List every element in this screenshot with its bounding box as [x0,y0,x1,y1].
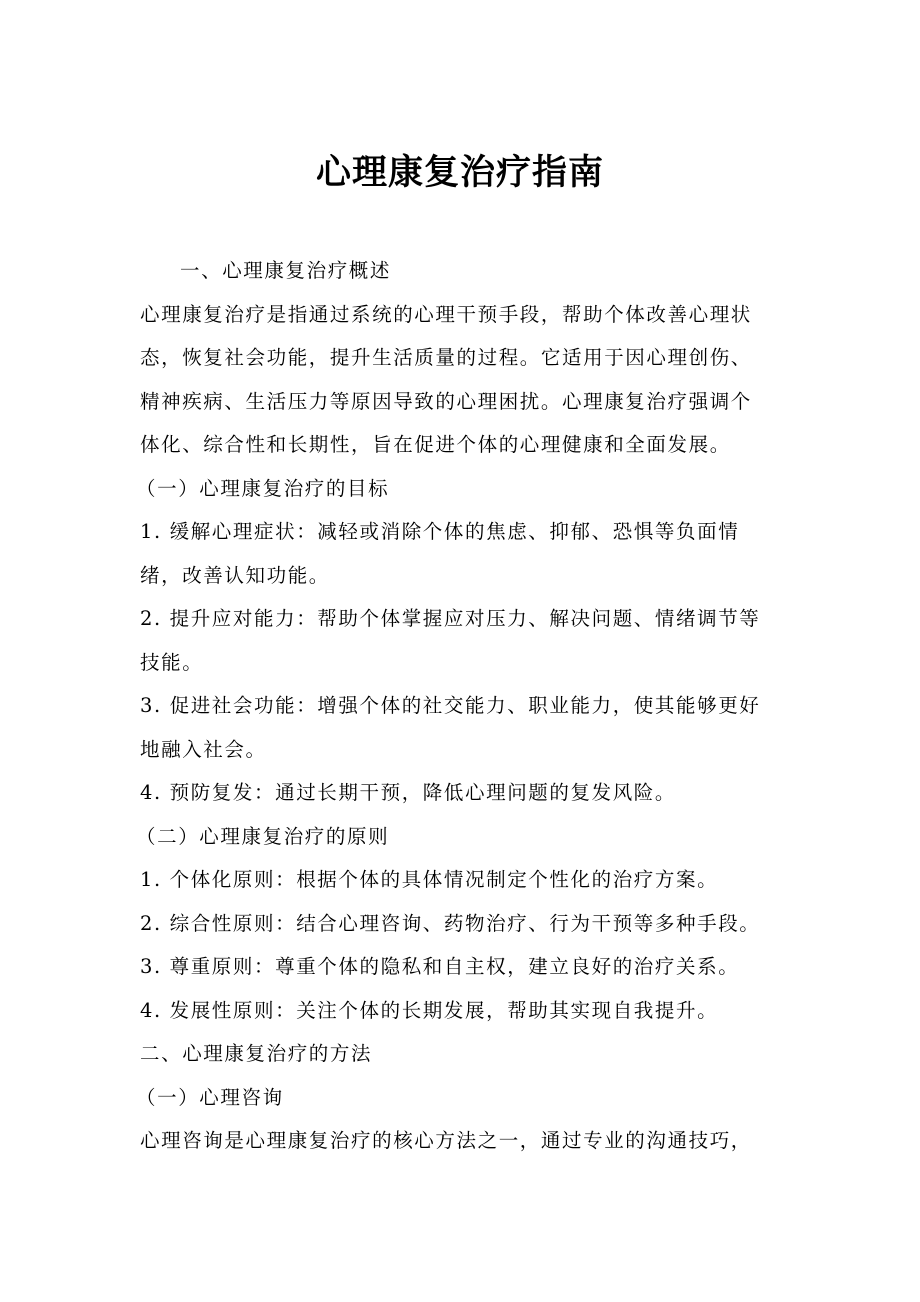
list-item-line: 2. 综合性原则：结合心理咨询、药物治疗、行为干预等多种手段。 [140,911,761,935]
list-item-line: 3. 尊重原则：尊重个体的隐私和自主权，建立良好的治疗关系。 [140,955,740,978]
paragraph-line: 心理康复治疗是指通过系统的心理干预手段，帮助个体改善心理状 [140,302,752,326]
document-body [136,249,790,1163]
list-item-line: 地融入社会。 [140,737,267,761]
list-item-line: 1. 个体化原则：根据个体的具体情况制定个性化的治疗方案。 [140,868,719,891]
list-item-line: 2. 提升应对能力：帮助个体掌握应对压力、解决问题、情绪调节等 [140,607,761,630]
subsection-heading-goals: （一）心理康复治疗的目标 [136,476,390,500]
list-item-line: 1. 缓解心理症状：减轻或消除个体的焦虑、抑郁、恐惧等负面情 [140,520,740,543]
paragraph-line: 体化、综合性和长期性，旨在促进个体的心理健康和全面发展。 [140,433,731,456]
subsection-heading-counseling: （一）心理咨询 [136,1085,284,1109]
section-heading-2: 二、心理康复治疗的方法 [140,1042,373,1065]
paragraph-line: 态，恢复社会功能，提升生活质量的过程。它适用于因心理创伤、 [140,346,752,369]
list-item-line: 4. 发展性原则：关注个体的长期发展，帮助其实现自我提升。 [140,998,719,1022]
list-item-line: 4. 预防复发：通过长期干预，降低心理问题的复发风险。 [140,781,677,804]
paragraph-line: 心理咨询是心理康复治疗的核心方法之一，通过专业的沟通技巧， [140,1129,752,1152]
list-item-line: 绪，改善认知功能。 [140,563,330,587]
subsection-heading-principles: （二）心理康复治疗的原则 [136,824,390,848]
section-heading-1: 一、心理康复治疗概述 [180,259,392,282]
document-title: 心理康复治疗指南 [315,153,604,193]
list-item-line: 技能。 [140,650,204,674]
paragraph-line: 精神疾病、生活压力等原因导致的心理困扰。心理康复治疗强调个 [140,389,752,413]
list-item-line: 3. 促进社会功能：增强个体的社交能力、职业能力，使其能够更好 [140,694,761,717]
